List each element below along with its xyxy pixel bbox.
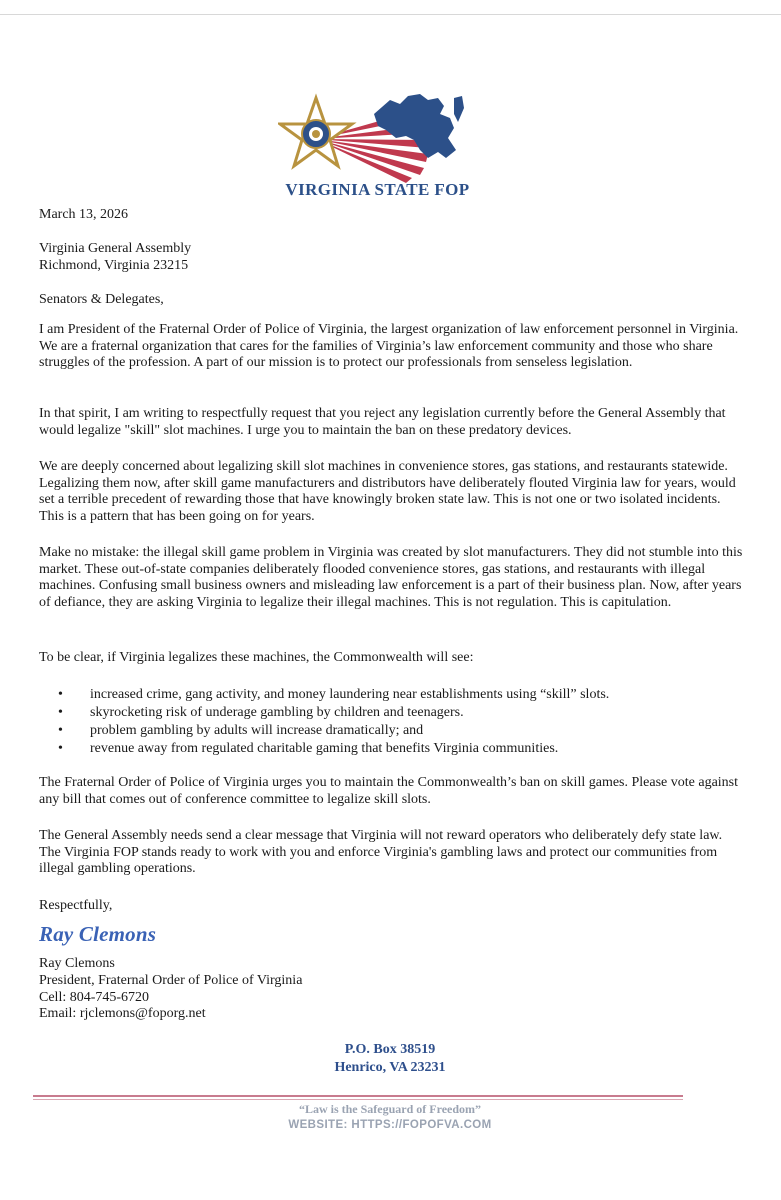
handwritten-signature: Ray Clemons <box>39 922 157 946</box>
consequences-list <box>58 686 609 758</box>
list-item: • revenue away from regulated charitable gaming that benefits Virginia communities. <box>58 740 609 758</box>
list-item: • problem gambling by adults will increase dramatically; and <box>58 722 609 740</box>
footer-address <box>260 1041 520 1077</box>
sender-title: President, Fraternal Order of Police of Virginia <box>39 973 303 988</box>
footer-city: Henrico, VA 23231 <box>334 1060 446 1075</box>
paragraph-concern: We are deeply concerned about legalizing skill slot machines in convenience stores, gas stations, and restaurants statewide. Legalizing them now, after skill game manufacturers and distributors have deliberately flouted Virginia law for years, would set a terrible precedent of rewarding those that have knowingly broken state law. This is not one or two isolated incidents. This is a pattern that has been going on for years. <box>39 459 736 524</box>
list-item: • increased crime, gang activity, and money laundering near establishments using “skill” slots. <box>58 686 609 704</box>
paragraph-list-intro: To be clear, if Virginia legalizes these machines, the Commonwealth will see: <box>39 650 474 665</box>
top-divider <box>0 14 781 15</box>
org-name: VIRGINIA STATE FOP <box>285 180 470 199</box>
paragraph-message: The General Assembly needs send a clear message that Virginia will not reward operators who deliberately defy state law. The Virginia FOP stands ready to work with you and enforce Virginia's gambling laws and protect our communities from illegal gambling operations. <box>39 828 723 877</box>
paragraph-request: In that spirit, I am writing to respectfully request that you reject any legislation currently before the General Assembly that would legalize "skill" slot machines. I urge you to maintain the ban on these predatory devices. <box>39 406 726 438</box>
letter-date: March 13, 2026 <box>39 207 129 222</box>
footer-divider-thin <box>33 1099 683 1100</box>
salutation: Senators & Delegates, <box>39 292 164 307</box>
footer-website: WEBSITE: HTTPS://FOPOFVA.COM <box>288 1119 492 1131</box>
recipient-line-1: Virginia General Assembly <box>39 241 192 256</box>
footer-po-box: P.O. Box 38519 <box>344 1042 436 1057</box>
sender-cell: Cell: 804-745-6720 <box>39 990 150 1005</box>
paragraph-intro: I am President of the Fraternal Order of Police of Virginia, the largest organization of law enforcement personnel in Virginia. We are a fraternal organization that cares for the families of Virginia’s law enforcement community and those who share struggles of the profession. A part of our mission is to protect our professionals from senseless legislation. <box>39 322 739 371</box>
sender-name: Ray Clemons <box>39 956 115 971</box>
list-item: • skyrocketing risk of underage gambling by children and teenagers. <box>58 704 609 722</box>
footer-motto: “Law is the Safeguard of Freedom” <box>298 1102 482 1116</box>
paragraph-mistake: Make no mistake: the illegal skill game problem in Virginia was created by slot manufacturers. They did not stumble into this market. These out-of-state companies deliberately flooded convenience stores, gas stations, and restaurants with illegal machines. Confusing small business owners and misleading law enforcement is a part of their business plan. Now, after years of defiance, they are asking Virginia to legalize their illegal machines. This is not regulation. This is capitulation. <box>39 545 743 610</box>
closing: Respectfully, <box>39 898 113 913</box>
recipient-line-2: Richmond, Virginia 23215 <box>39 258 189 273</box>
footer-divider <box>33 1095 683 1097</box>
paragraph-urge: The Fraternal Order of Police of Virginia urges you to maintain the Commonwealth’s ban on skill games. Please vote against any bill that comes out of conference committee to legalize skill slots. <box>39 775 739 807</box>
sender-email: Email: rjclemons@foporg.net <box>39 1006 206 1021</box>
